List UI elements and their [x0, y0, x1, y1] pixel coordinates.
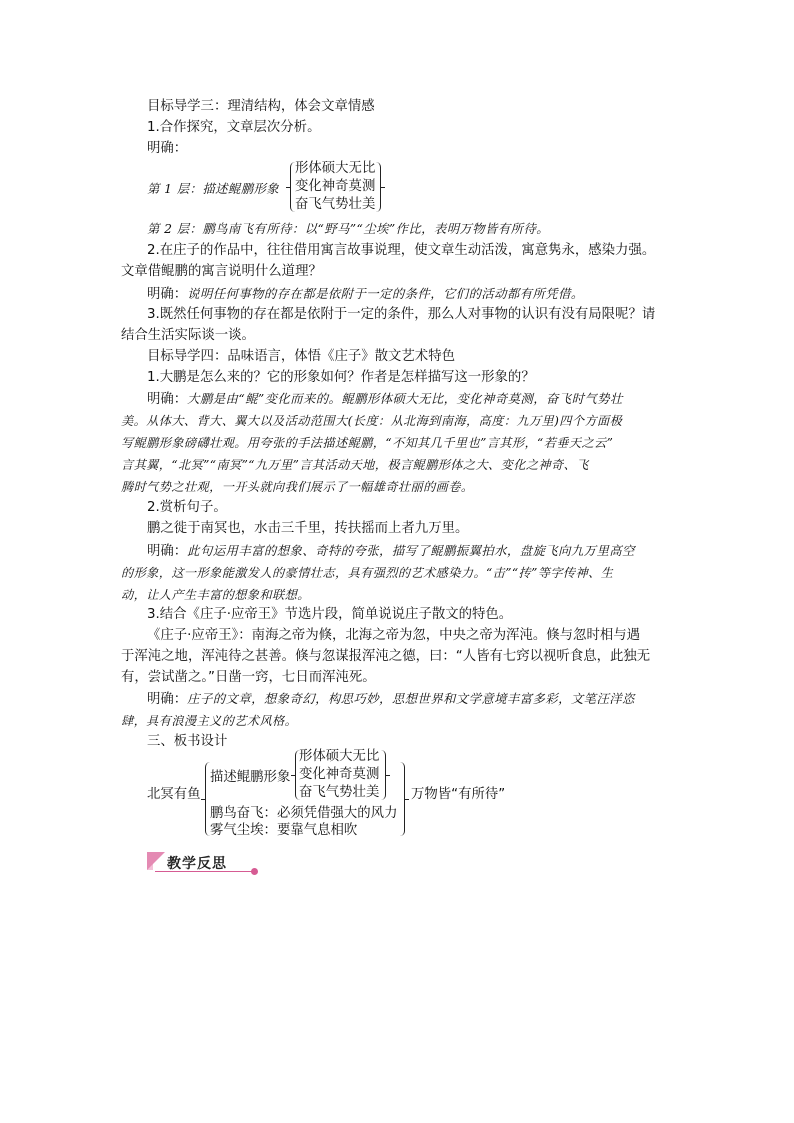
layer1-item: 奋飞气势壮美	[295, 197, 376, 212]
a1-line3: 写鲲鹏形象磅礴壮观。用夸张的手法描述鲲鹏，“不知其几千里也”言其形，“若垂天之云”	[121, 436, 614, 450]
quote: 鹏之徙于南冥也，水击三千里，抟扶摇而上者九万里。	[147, 521, 469, 536]
answer-text: 庄子的文章，想象奇幻，构思巧妙，思想世界和文学意境丰富多彩，文笔汪洋恣	[187, 691, 635, 706]
board-diagram	[147, 748, 567, 840]
a3-line1	[147, 691, 682, 708]
badge-dot	[251, 868, 258, 875]
a2-line2: 的形象，这一形象能激发人的豪情壮志，具有强烈的艺术感染力。“击”“抟”等字传神、生	[121, 566, 614, 580]
answer-text: 说明任何事物的存在都是依附于一定的条件，它们的活动都有所凭借。	[187, 286, 584, 301]
passage-line2: 于浑沌之地，浑沌待之甚善。倏与忽谋报浑沌之德，曰：“人皆有七窍以视听食息，此独无	[121, 649, 651, 664]
badge-underline	[155, 871, 255, 872]
a1-line5: 腾时气势之壮观，一开头就向我们展示了一幅雄奇壮丽的画卷。	[121, 480, 474, 494]
answer-label: 明确：	[147, 392, 188, 407]
section4-q3: 3.结合《庄子·应帝王》节选片段，简单说说庄子散文的特色。	[147, 607, 513, 622]
board-heading: 三、板书设计	[147, 734, 228, 749]
section3-heading: 目标导学三：理清结构，体会文章情感	[147, 99, 375, 114]
answer-label: 明确：	[147, 544, 188, 559]
right-brace	[376, 162, 381, 212]
a1-line2: 美。从体大、背大、翼大以及活动范围大(长度：从北海到南海，高度：九万里)四个方面极	[121, 414, 623, 428]
right-brace	[400, 762, 405, 836]
board-branch3: 雾气尘埃：要靠气息相吹	[210, 823, 358, 838]
board-conclusion: 万物皆“有所待”	[411, 787, 506, 802]
q3-line1: 3.既然任何事物的存在都是依附于一定的条件，那么人对事物的认识有没有局限呢？请	[147, 307, 656, 322]
section4-q2: 2.赏析句子。	[147, 500, 227, 515]
answer-label: 明确：	[147, 287, 188, 302]
answer-text: 大鹏是由“鲲”变化而来的。鲲鹏形体硕大无比，变化神奇莫测，奋飞时气势壮	[187, 391, 623, 406]
section4-q1: 1.大鹏是怎么来的？它的形象如何？作者是怎样描写这一形象的？	[147, 370, 535, 385]
layer1-items	[295, 160, 375, 214]
a3-line2: 肆，具有浪漫主义的艺术风格。	[121, 714, 298, 728]
layer1-item: 变化神奇莫测	[295, 179, 376, 194]
board-branch1-item: 奋飞气势壮美	[299, 785, 380, 800]
section3-q1: 1.合作探究，文章层次分析。	[147, 120, 321, 135]
layer2-text: 第 2 层：鹏鸟南飞有所待：以“野马”“尘埃”作比，表明万物皆有所待。	[147, 221, 550, 236]
a2-line3: 动，让人产生丰富的想象和联想。	[121, 588, 310, 602]
passage-line3: 有，尝试凿之。”日凿一窍，七日而浑沌死。	[121, 670, 376, 685]
reflection-title: 教学反思	[167, 856, 227, 872]
layer1-structure	[147, 160, 447, 216]
board-branch1-item: 变化神奇莫测	[299, 767, 380, 782]
layer1-item: 形体硕大无比	[295, 161, 376, 176]
board-branch1-item: 形体硕大无比	[299, 749, 380, 764]
passage-line1: 《庄子·应帝王》：南海之帝为倏，北海之帝为忽，中央之帝为浑沌。倏与忽时相与遇	[147, 628, 641, 643]
a1-line4: 言其翼，“北冥”“南冥”“九万里”言其活动天地，极言鲲鹏形体之大、变化之神奇、飞	[121, 458, 589, 472]
board-branch2: 鹏鸟奋飞：必须凭借强大的风力	[210, 806, 398, 821]
board-branch1-label: 描述鲲鹏形象	[210, 770, 291, 785]
reflection-badge	[147, 852, 259, 874]
board-root: 北冥有鱼	[147, 787, 201, 802]
q2-answer	[147, 286, 682, 303]
answer-text: 此句运用丰富的想象、奇特的夸张，描写了鲲鹏振翼拍水，盘旋飞向九万里高空	[187, 543, 635, 558]
right-brace	[381, 750, 386, 800]
layer1-label: 第 1 层：描述鲲鹏形象	[147, 181, 280, 196]
answer-label: 明确：	[147, 141, 188, 156]
badge-triangle	[147, 852, 165, 870]
q2-line1: 2.在庄子的作品中，往往借用寓言故事说理，使文章生动活泼，寓意隽永，感染力强。	[147, 243, 656, 258]
a1-line1	[147, 391, 682, 408]
board-branch1-items	[299, 748, 379, 802]
a2-line1	[147, 543, 682, 560]
answer-label: 明确：	[147, 692, 188, 707]
q2-line2: 文章借鲲鹏的寓言说明什么道理？	[121, 264, 322, 279]
q3-line2: 结合生活实际谈一谈。	[121, 328, 255, 343]
section4-heading: 目标导学四：品味语言，体悟《庄子》散文艺术特色	[147, 349, 455, 364]
